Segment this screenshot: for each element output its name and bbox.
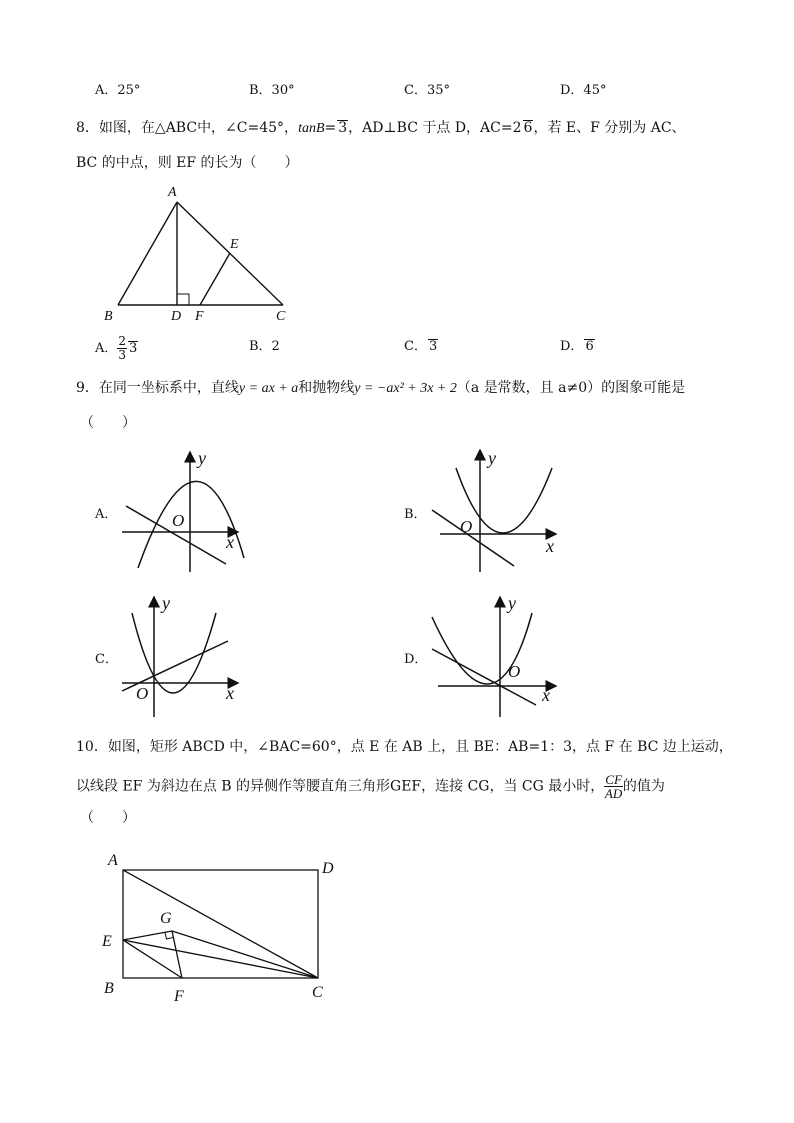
q9-option-b-label: B． [404,507,427,522]
q8-segment-ef [200,253,230,305]
q10-label-f: F [174,988,184,1005]
q9a-parabola [138,481,244,568]
q10-fraction-denominator: AD [604,786,623,801]
q8-option-c [404,337,438,357]
q9-text-mid: 和抛物线 [298,380,355,396]
q8-label-c: C [276,309,286,324]
q10-label-e: E [102,933,112,950]
q7-option-c: C．35° [404,83,450,98]
q9b-line [432,510,514,566]
q10-fraction-numerator: CF [605,772,622,787]
q8-label-f: F [195,309,204,324]
q9-option-c-label: C． [95,652,118,667]
q7-option-a: A．25° [95,83,141,98]
q8-label-a: A [168,185,177,200]
q10-right-angle-mark [165,933,173,940]
q10-answer-paren: （ ） [80,810,136,826]
q10-label-d: D [322,860,334,877]
q8-option-d [560,337,595,357]
q9a-origin-label: O [172,511,185,530]
q9d-origin-label: O [508,662,521,681]
q8-option-c-root: 3 [428,339,438,354]
q8-tan: tanB [298,121,325,136]
q10-label-b: B [104,980,114,997]
q9-option-a-label: A． [95,507,118,522]
q10-stem-line2 [76,773,665,800]
q8-eq: = [324,120,337,136]
q8-stem-line2: BC 的中点，则 EF 的长为（ ） [76,155,299,171]
q9-graph-b [428,448,563,573]
q8-option-d-prefix: D． [560,339,584,354]
q9-parabola-equation: y = −ax² + 3x + 2 [354,381,457,396]
q9d-y-label: y [508,593,516,613]
q9-text-pre: 9．在同一坐标系中，直线 [76,380,239,396]
q8-label-d: D [171,309,182,324]
q8-text-d: ，若 E、F 分别为 AC、 [533,120,686,136]
q8-option-c-prefix: C． [404,339,427,354]
q8-option-a-fraction [117,335,127,362]
q10-segment-eg [123,931,172,940]
q8-label-e: E [230,237,239,252]
q10-label-g: G [160,910,172,927]
q8-text-c: ，AD⊥BC 于点 D，AC=2 [348,120,522,136]
q9-answer-paren: （ ） [80,415,136,431]
q10-figure [96,845,346,1005]
q8-stem-line1 [76,118,686,139]
q8-option-b: B．2 [249,339,280,354]
q8-text-b: 中，∠C=45°， [197,120,299,136]
q9-option-d-label: D． [404,652,428,667]
q10-text-post: 的值为 [622,778,665,795]
q9a-x-label: x [226,532,234,552]
q9c-x-label: x [226,683,234,703]
q7-option-d: D．45° [560,83,607,98]
q9-graph-c [118,593,248,718]
q9c-y-label: y [162,593,170,613]
q7-option-b: B．30° [249,83,295,98]
q9-text-post: （a 是常数，且 a≠0）的图象可能是 [456,380,686,396]
q8-side-ab [118,202,177,305]
q8-option-a-numerator: 2 [118,334,127,348]
q8-label-b: B [104,309,113,324]
q10-text-pre: 以线段 EF 为斜边在点 B 的异侧作等腰直角三角形GEF，连接 CG，当 CG 最小时， [76,778,605,795]
q9d-x-label: x [542,685,550,705]
q8-option-a-root: 3 [129,341,138,356]
q8-triangle: △ABC [154,120,198,136]
q9-line-equation: y = ax + a [238,381,299,396]
q8-option-a-prefix: A． [95,341,118,356]
q8-sqrt3: 3 [338,120,348,136]
q10-label-c: C [312,984,323,1001]
q9c-origin-label: O [136,684,149,703]
q9b-y-label: y [488,448,496,468]
q9b-origin-label: O [460,517,473,536]
q8-option-a-denominator: 3 [118,348,127,362]
q8-text-a: 8．如图，在 [76,120,155,136]
q10-fraction [604,773,623,800]
q9d-line [432,649,536,705]
q8-sqrt6: 6 [523,120,533,136]
q10-segment-gf [172,931,182,978]
q9-graph-d [428,593,563,718]
q9-stem-line1 [76,378,685,399]
q9-graph-a [118,450,248,575]
q9b-x-label: x [546,536,554,556]
q8-option-d-root: 6 [585,339,594,354]
q10-diagonal-ac [123,870,318,978]
q10-stem-line1: 10．如图，矩形 ABCD 中，∠BAC=60°，点 E 在 AB 上，且 BE：AB=1：3，点 F 在 BC 边上运动， [76,739,733,755]
q8-option-a [95,335,138,362]
q8-right-angle-mark [177,294,189,305]
q8-figure [100,180,300,325]
q10-label-a: A [108,852,118,869]
q9a-y-label: y [198,448,206,468]
